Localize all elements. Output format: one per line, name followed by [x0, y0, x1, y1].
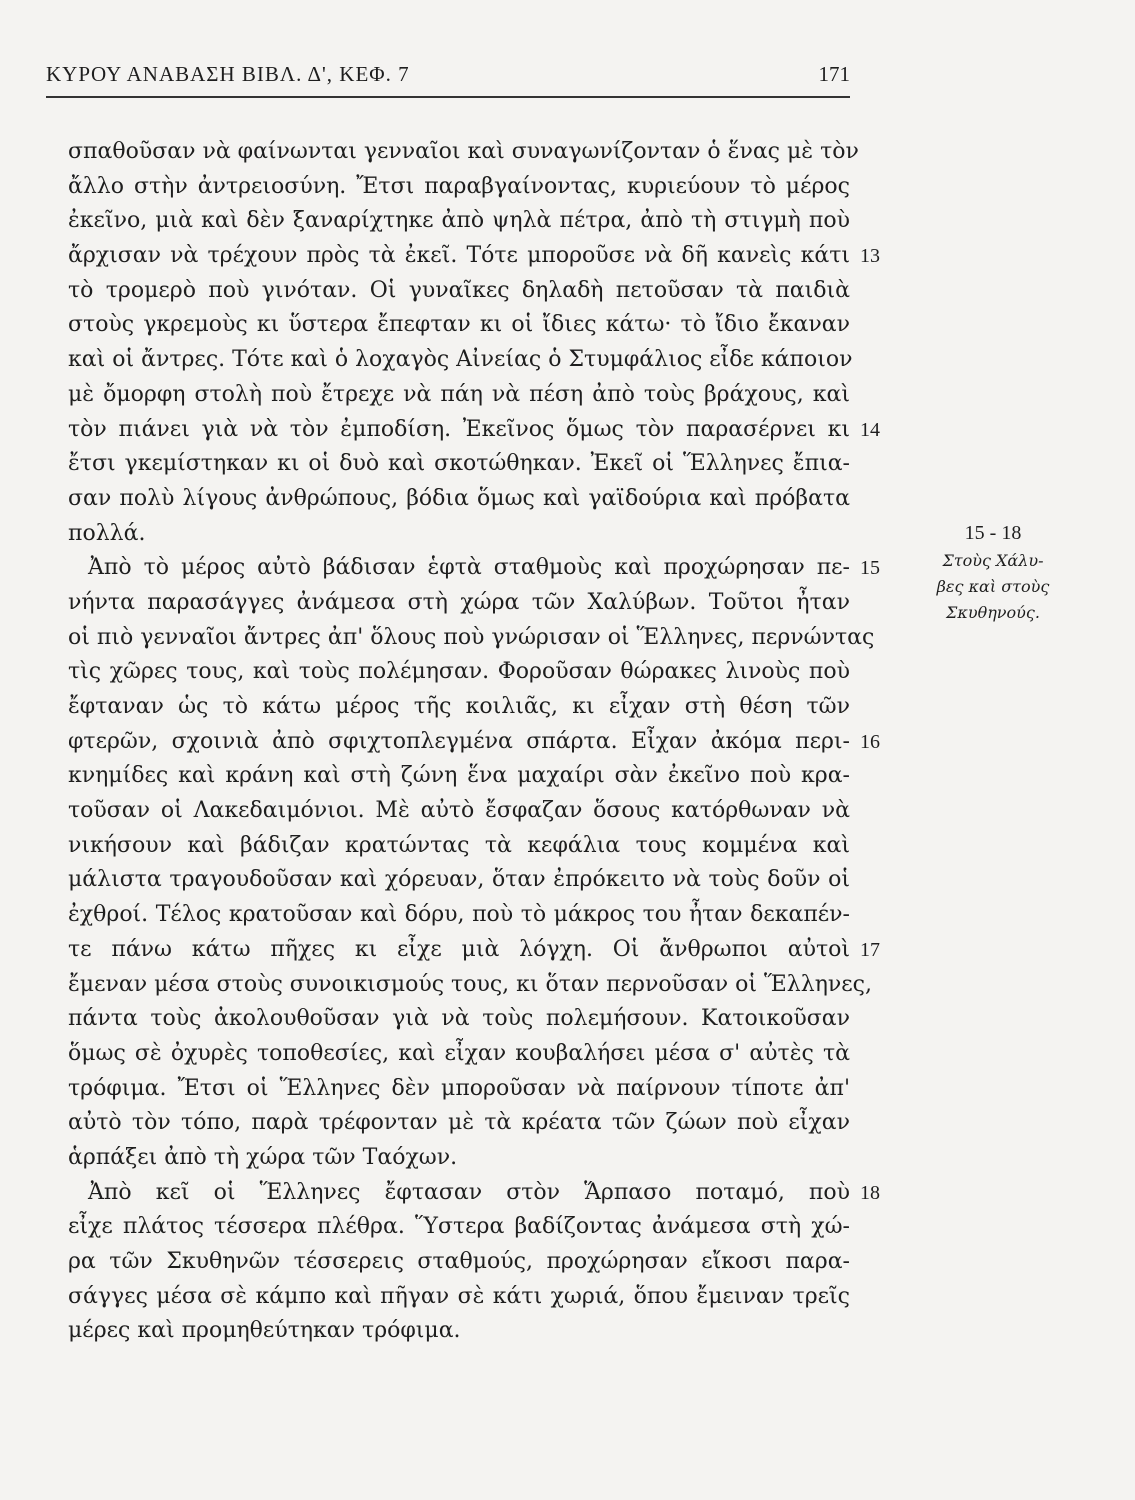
section-number: 16 — [860, 730, 880, 753]
running-head: ΚΥΡΟΥ ΑΝΑΒΑΣΗ ΒΙΒΛ. Δ', ΚΕΦ. 7 — [46, 62, 410, 86]
page-header — [46, 62, 850, 98]
text-line: νικήσουν καὶ βάδιζαν κρατώντας τὰ κεφάλια τους κομμένα καὶ — [68, 832, 850, 858]
text-line: ρα τῶν Σκυθηνῶν τέσσερεις σταθμούς, προχώρησαν εἴκοσι παρα- — [68, 1249, 850, 1274]
text-line: ἐχθροί. Τέλος κρατοῦσαν καὶ δόρυ, ποὺ τὸ μάκρος του ἦταν δεκαπέν- — [68, 902, 850, 928]
text-line: Ἀπὸ τὸ μέρος αὐτὸ βάδισαν ἑφτὰ σταθμοὺς καὶ προχώρησαν πε- — [88, 555, 850, 581]
page-number: 171 — [818, 62, 850, 86]
text-line: τοῦσαν οἱ Λακεδαιμόνιοι. Μὲ αὐτὸ ἔσφαζαν ὅσους κατόρθωναν νὰ — [68, 798, 850, 824]
section-number: 14 — [860, 418, 880, 441]
text-line: εἶχε πλάτος τέσσερα πλέθρα. Ὕστερα βαδίζοντας ἀνάμεσα στὴ χώ- — [68, 1214, 850, 1240]
text-line: αὐτὸ τὸν τόπο, παρὰ τρέφονταν μὲ τὰ κρέατα τῶν ζώων ποὺ εἶχαν — [68, 1110, 850, 1136]
text-line: νήντα παρασάγγες ἀνάμεσα στὴ χώρα τῶν Χαλύβων. Τοῦτοι ἦταν — [68, 589, 850, 615]
text-line: μὲ ὄμορφη στολὴ ποὺ ἔτρεχε νὰ πάη νὰ πέση ἀπὸ τοὺς βράχους, καὶ — [68, 381, 850, 407]
text-line: τε πάνω κάτω πῆχες κι εἶχε μιὰ λόγχη. Οἱ ἄνθρωποι αὐτοὶ — [68, 936, 850, 962]
section-number: 15 — [860, 557, 880, 580]
section-number: 18 — [860, 1182, 880, 1204]
text-line: κνημίδες καὶ κράνη καὶ στὴ ζώνη ἕνα μαχαίρι σὰν ἐκεῖνο ποὺ κρα- — [68, 763, 850, 789]
text-line: καὶ οἱ ἄντρες. Τότε καὶ ὁ λοχαγὸς Αἰνείας ὁ Στυμφάλιος εἶδε κάποιον — [68, 347, 853, 373]
margin-note-line: Στοὺς Χάλυ- — [942, 551, 1044, 570]
text-line: σάγγες μέσα σὲ κάμπο καὶ πῆγαν σὲ κάτι χωριά, ὅπου ἔμειναν τρεῖς — [68, 1283, 850, 1309]
margin-note — [918, 518, 1068, 626]
section-number: 13 — [860, 245, 880, 268]
text-line: φτερῶν, σχοινιὰ ἀπὸ σφιχτοπλεγμένα σπάρτα. Εἶχαν ἀκόμα περι- — [68, 728, 850, 754]
text-line: Ἀπὸ κεῖ οἱ Ἕλληνες ἔφτασαν στὸν Ἅρπασο ποταμό, ποὺ — [88, 1179, 850, 1205]
text-line: στοὺς γκρεμοὺς κι ὕστερα ἔπεφταν κι οἱ ἴδιες κάτω· τὸ ἴδιο ἔκαναν — [68, 312, 850, 338]
text-line: ἐκεῖνο, μιὰ καὶ δὲν ξαναρίχτηκε ἀπὸ ψηλὰ πέτρα, ἀπὸ τὴ στιγμὴ ποὺ — [68, 208, 850, 234]
text-line: σαν πολὺ λίγους ἀνθρώπους, βόδια ὅμως καὶ γαϊδούρια καὶ πρόβατα — [68, 485, 850, 511]
text-line: τὸν πιάνει γιὰ νὰ τὸν ἐμποδίση. Ἐκεῖνος ὅμως τὸν παρασέρνει κι — [68, 416, 850, 442]
margin-note-line: βες καὶ στοὺς — [936, 577, 1050, 596]
text-line: πάντα τοὺς ἀκολουθοῦσαν γιὰ νὰ τοὺς πολεμήσουν. Κατοικοῦσαν — [68, 1006, 850, 1032]
text-line: τρόφιμα. Ἔτσι οἱ Ἕλληνες δὲν μποροῦσαν νὰ παίρνουν τίποτε ἀπ' — [68, 1075, 850, 1101]
margin-note-range: 15 - 18 — [964, 522, 1022, 544]
text-line: ἔφταναν ὡς τὸ κάτω μέρος τῆς κοιλιᾶς, κι εἶχαν στὴ θέση τῶν — [68, 694, 850, 719]
text-line: τὶς χῶρες τους, καὶ τοὺς πολέμησαν. Φοροῦσαν θώρακες λινοὺς ποὺ — [68, 659, 850, 685]
text-line: ἄρχισαν νὰ τρέχουν πρὸς τὰ ἐκεῖ. Τότε μποροῦσε νὰ δῆ κανεὶς κάτι — [68, 243, 850, 269]
text-line: ἁρπάξει ἀπὸ τὴ χώρα τῶν Ταόχων. — [68, 1144, 458, 1170]
text-line: τὸ τρομερὸ ποὺ γινόταν. Οἱ γυναῖκες δηλαδὴ πετοῦσαν τὰ παιδιὰ — [68, 277, 850, 303]
text-line: οἱ πιὸ γενναῖοι ἄντρες ἀπ' ὅλους ποὺ γνώρισαν οἱ Ἕλληνες, περνώντας — [68, 624, 875, 650]
text-line: ὅμως σὲ ὀχυρὲς τοποθεσίες, καὶ εἶχαν κουβαλήσει μέσα σ' αὐτὲς τὰ — [68, 1040, 850, 1066]
text-line: ἄλλο στὴν ἀντρειοσύνη. Ἔτσι παραβγαίνοντας, κυριεύουν τὸ μέρος — [68, 173, 850, 199]
text-line: ἔμεναν μέσα στοὺς συνοικισμούς τους, κι ὅταν περνοῦσαν οἱ Ἕλληνες, — [68, 971, 872, 997]
text-line: σπαθοῦσαν νὰ φαίνωνται γενναῖοι καὶ συναγωνίζονταν ὁ ἕνας μὲ τὸν — [68, 139, 859, 164]
text-line: ἔτσι γκεμίστηκαν κι οἱ δυὸ καὶ σκοτώθηκαν. Ἐκεῖ οἱ Ἕλληνες ἔπια- — [68, 451, 850, 477]
section-number: 17 — [860, 939, 880, 962]
margin-note-line: Σκυθηνούς. — [946, 603, 1040, 622]
text-line: μάλιστα τραγουδοῦσαν καὶ χόρευαν, ὅταν ἐπρόκειτο νὰ τοὺς δοῦν οἱ — [68, 867, 850, 893]
text-line: πολλά. — [68, 520, 146, 546]
text-line: μέρες καὶ προμηθεύτηκαν τρόφιμα. — [68, 1318, 461, 1344]
